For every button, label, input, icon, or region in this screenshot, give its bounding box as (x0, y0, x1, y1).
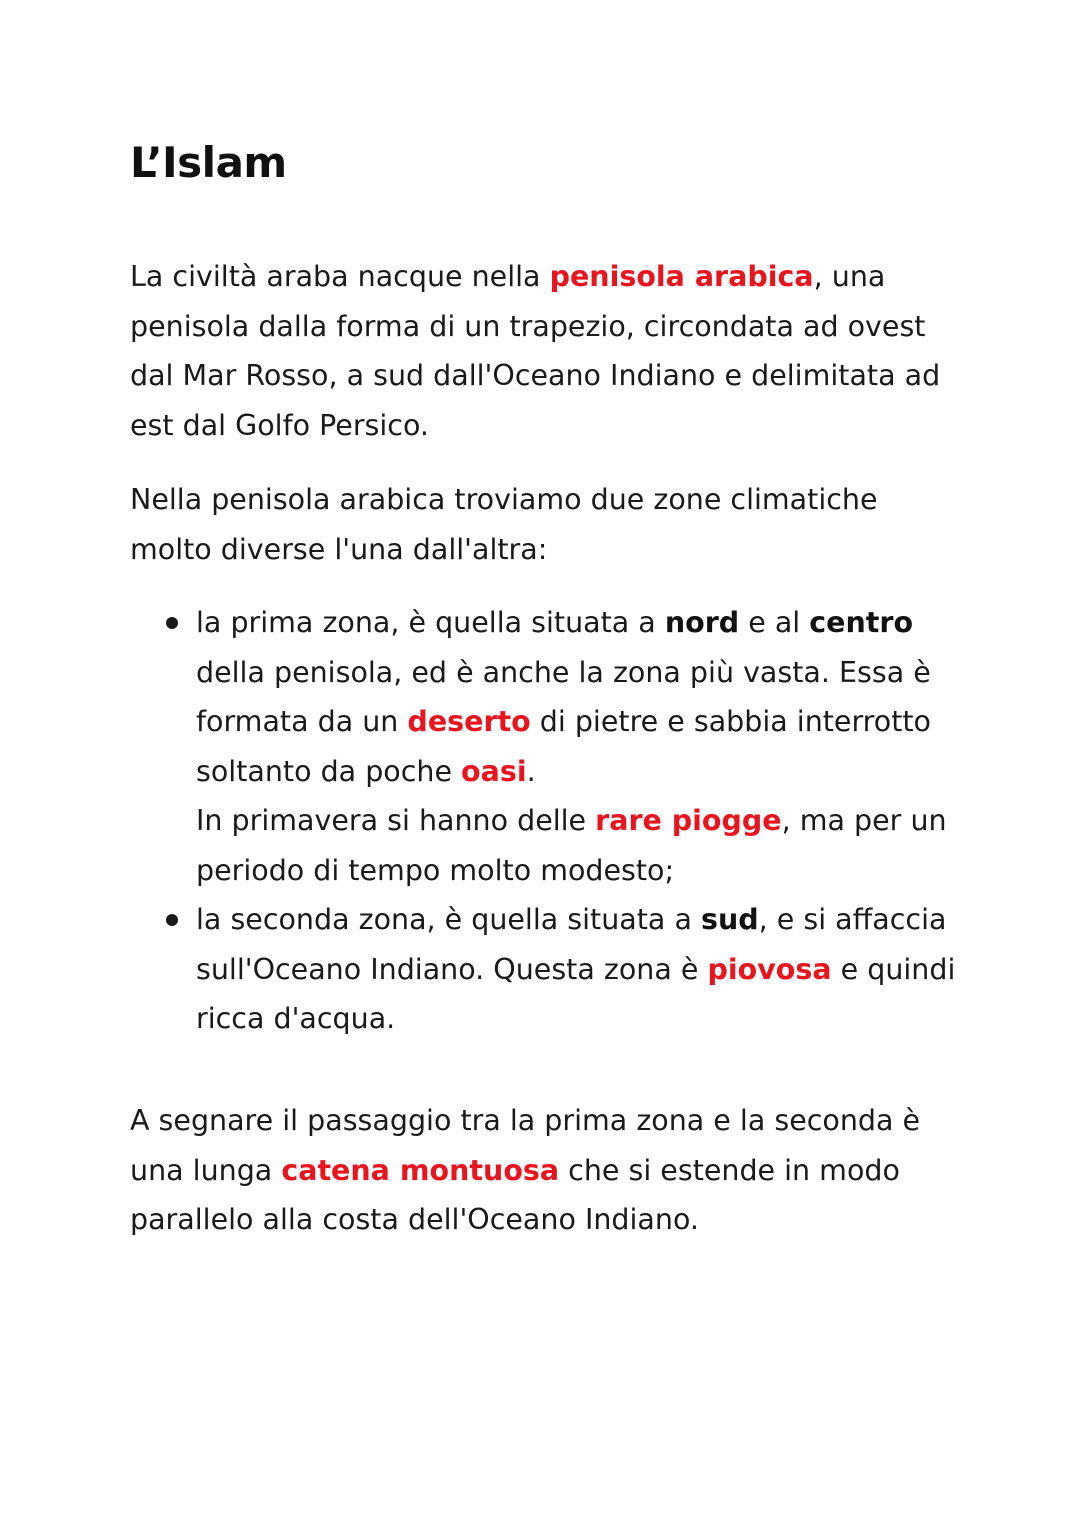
bold-term: nord (664, 606, 740, 639)
highlight-term: penisola arabica (549, 260, 814, 293)
highlight-term: catena montuosa (281, 1153, 560, 1187)
text-segment: e al (739, 606, 810, 639)
climate-intro-paragraph: Nella penisola arabica troviamo due zone climatiche molto diverse l'una dall'altra: (130, 483, 878, 566)
text-segment: A segnare il passaggio tra la prima zona e la seconda è una lunga (130, 1104, 921, 1187)
list-item (196, 895, 966, 1044)
text-segment: . (526, 754, 536, 788)
bullet-icon (166, 617, 178, 629)
highlight-term: piovosa (707, 952, 832, 986)
intro-paragraph (130, 252, 960, 450)
page-title: L’Islam (130, 138, 287, 187)
list-item-text (196, 796, 966, 895)
list-item (196, 598, 966, 895)
climate-zones-list (196, 598, 966, 1044)
text-segment: , e si affaccia sull'Oceano Indiano. Questa zona è (196, 903, 947, 986)
list-item-text (196, 598, 966, 796)
text-segment: , ma per un periodo di tempo molto modesto; (196, 804, 947, 887)
highlight-term: rare piogge (595, 804, 782, 837)
text-segment: la seconda zona, è quella situata a (196, 903, 701, 936)
bold-term: centro (809, 606, 914, 639)
text-segment: La civiltà araba nacque nella (130, 260, 550, 293)
highlight-term: oasi (461, 754, 527, 788)
text-segment: e quindi ricca d'acqua. (196, 952, 956, 1035)
bold-term: sud (700, 903, 759, 936)
text-segment: la prima zona, è quella situata a (196, 606, 665, 639)
text-segment: della penisola, ed è anche la zona più vasta. Essa è formata da un (196, 655, 931, 738)
mountain-paragraph (130, 1096, 960, 1245)
list-item-text (196, 895, 966, 1044)
text-segment: di pietre e sabbia interrotto soltanto da poche (196, 705, 931, 788)
text-segment: , una penisola dalla forma di un trapezio, circondata ad ovest dal Mar Rosso, a sud dall'Oceano Indiano e delimitata ad est dal Golfo Persico. (130, 260, 941, 442)
highlight-term: deserto (407, 705, 531, 738)
text-segment: In primavera si hanno delle (196, 804, 596, 837)
text-segment: che si estende in modo parallelo alla costa dell'Oceano Indiano. (130, 1153, 900, 1236)
bullet-icon (166, 914, 178, 926)
